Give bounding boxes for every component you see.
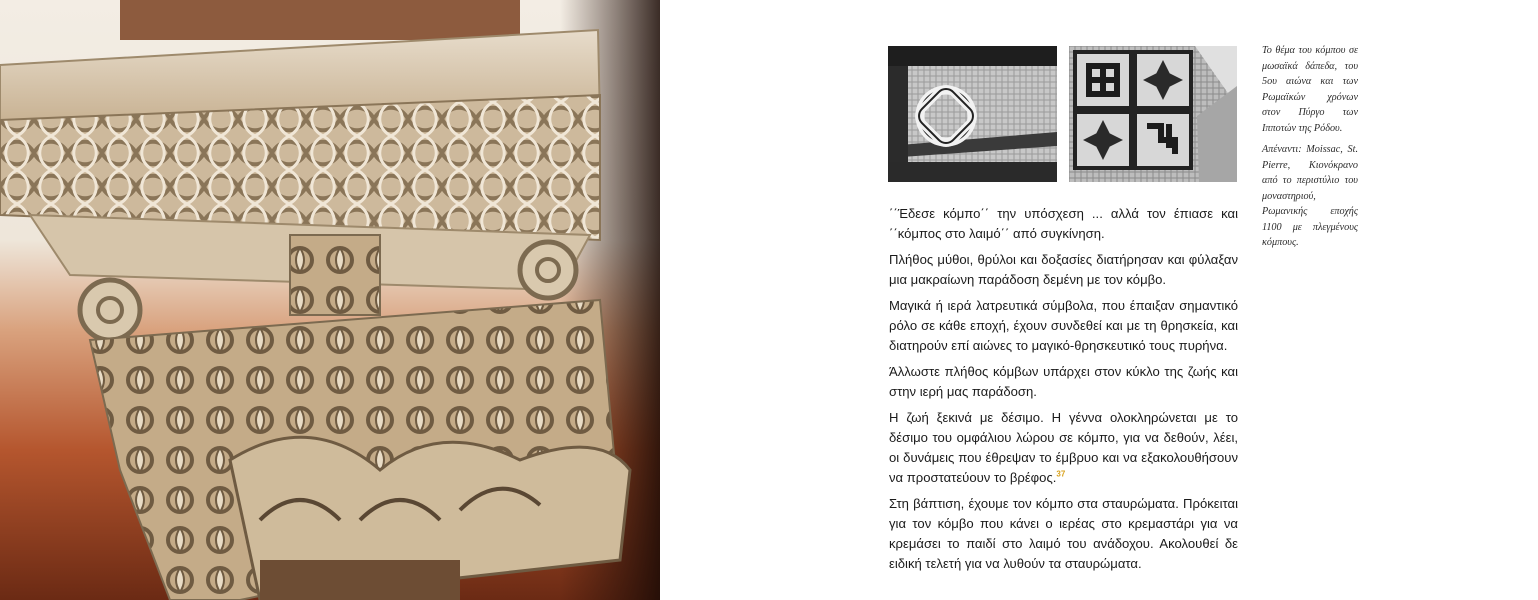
mosaic-photo-squares <box>1069 46 1237 182</box>
capital-illustration <box>0 0 660 600</box>
paragraph-2: Πλήθος μύθοι, θρύλοι και δοξασίες διατήρησαν και φύλαξαν μια μακραίωνη παράδοση δεμένη με τον κόμβο. <box>889 252 1238 287</box>
square-mosaic-illustration <box>1069 46 1237 182</box>
mosaic-photo-knot <box>888 46 1057 182</box>
footnote-marker[interactable]: 37 <box>1056 469 1066 479</box>
paragraph-3: Μαγικά ή ιερά λατρευτικά σύμβολα, που έπαιξαν σημαντικό ρόλο σε κάθε εποχή, έχουν συνδεθεί και με τη θρησκεία, και διατηρούν επί αιώνες το μαγικό-θρησκευτικό τους πυρήνα. <box>889 298 1238 353</box>
caption-mosaics: Το θέμα του κόμπου σε μωσαϊκά δάπεδα, του 5ου αιώνα και των Ρωμαϊκών χρόνων στον Πύργο των Ιπποτών της Ρόδου. <box>1262 45 1358 134</box>
capital-photo <box>0 0 660 600</box>
knot-mosaic-illustration <box>888 46 1057 182</box>
paragraph-6: Στη βάπτιση, έχουμε τον κόμπο στα σταυρώματα. Πρόκειται για τον κόμβο που κάνει ο ιερέας στο κρεμαστάρι για να κρεμάσει το παιδί στο λαιμό του ανάδοχου. Ακολουθεί δε ειδική τελετή για να λυθούν τα σταυρώματα. <box>889 496 1238 571</box>
caption-capital: Απέναντι: Moissac, St. Pierre, Κιονόκρανο από το περιστύλιο του μοναστηριού, Ρωμανικής εποχής 1100 με πλεγμένους κόμπους. <box>1262 144 1358 248</box>
paragraph-1: ΄΄Έδεσε κόμπο΄΄ την υπόσχεση ... αλλά τον έπιασε και ΄΄κόμπος στο λαιμό΄΄ από συγκίνηση. <box>889 206 1238 241</box>
main-text-column <box>889 204 1238 580</box>
paragraph-5-text: Η ζωή ξεκινά με δέσιμο. Η γέννα ολοκληρώνεται με το δέσιμο του ομφάλιου λώρου σε κόμπο, για να δεθούν, λέει, οι δυνάμεις που έθρεψαν το έμβρυο και να εξακολουθήσουν να προστατεύουν το βρέφος. <box>889 410 1238 485</box>
paragraph-5 <box>889 408 1238 488</box>
paragraph-4: Άλλωστε πλήθος κόμβων υπάρχει στον κύκλο της ζωής και στην ιερή μας παράδοση. <box>889 364 1238 399</box>
